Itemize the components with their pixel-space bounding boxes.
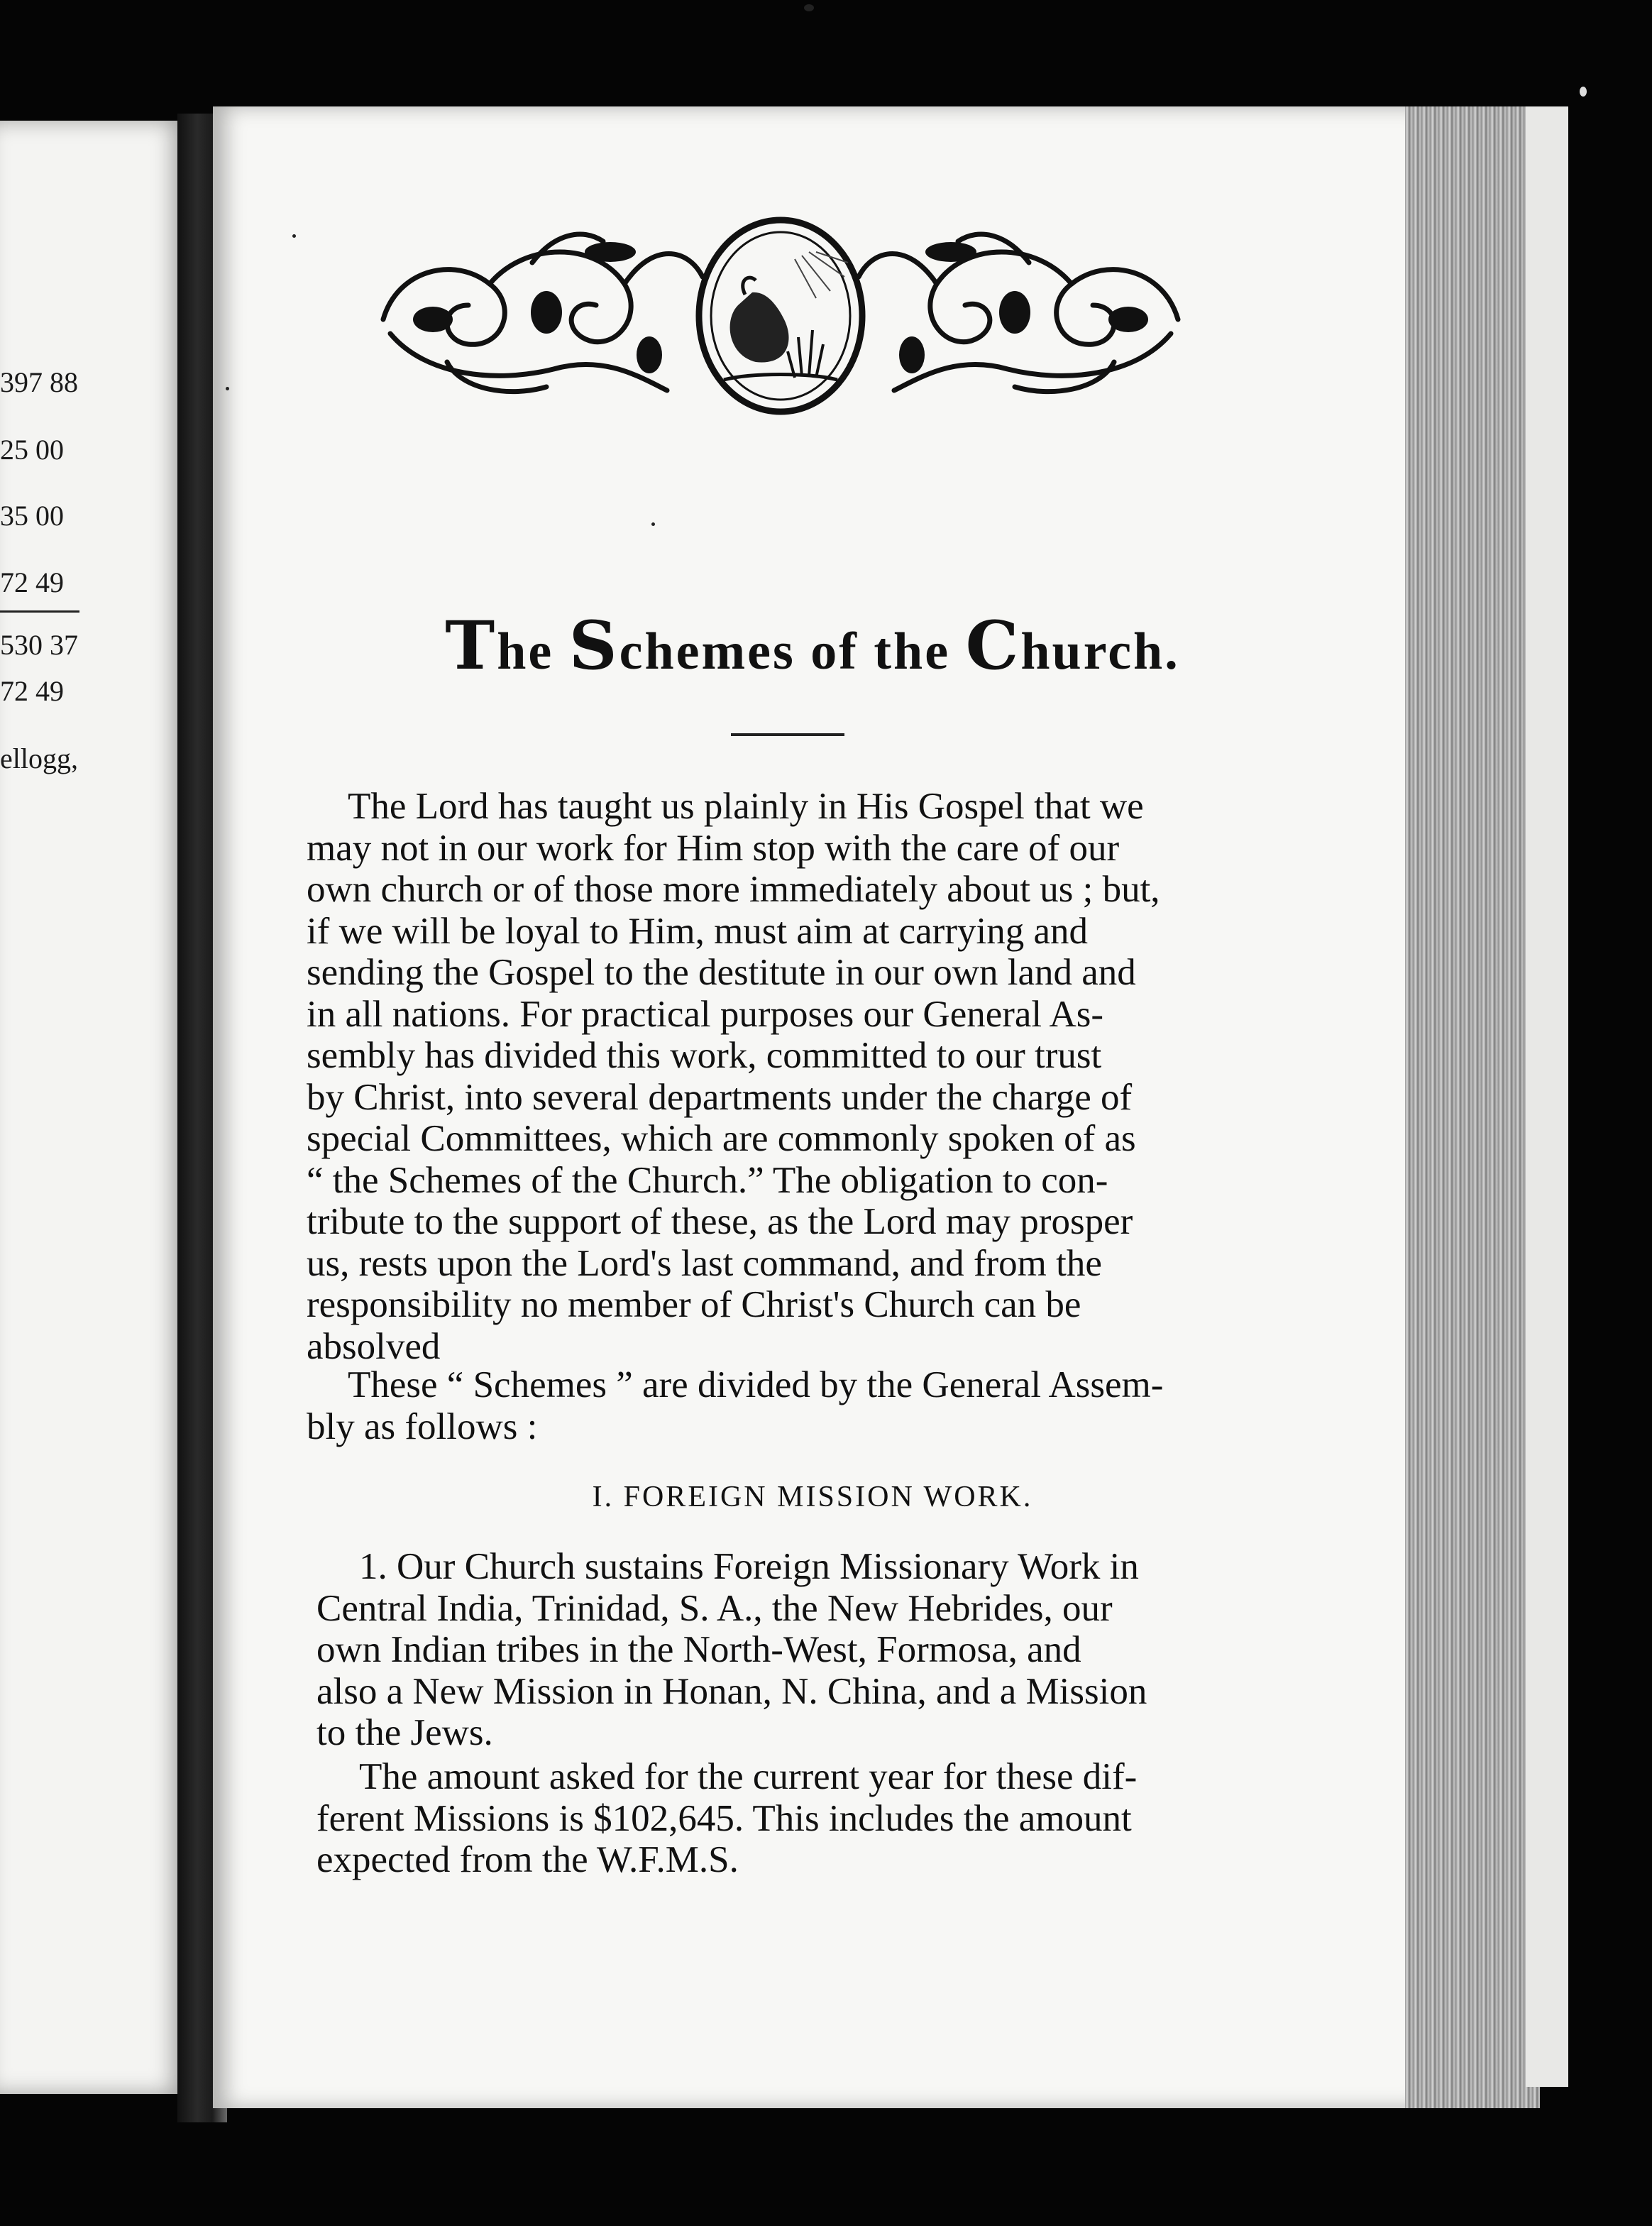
title-word: chemes xyxy=(619,623,795,681)
title-initial: T xyxy=(445,607,497,685)
text-line: The Lord has taught us plainly in His Gospel that we xyxy=(348,786,1144,827)
chapter-title xyxy=(213,607,1412,685)
text-line: in all nations. For practical purposes our General As- xyxy=(307,993,1104,1035)
text-line: “ the Schemes of the Church.” The obligation to con- xyxy=(307,1159,1108,1201)
text-line: expected from the W.F.M.S. xyxy=(316,1839,739,1880)
intro-paragraph xyxy=(307,786,1272,1367)
previous-page-fragment xyxy=(0,121,186,2094)
text-line: bly as follows : xyxy=(307,1405,538,1447)
page-edge-margin xyxy=(1526,106,1568,2087)
text-line: sending the Gospel to the destitute in our own land and xyxy=(307,952,1136,993)
text-line: tribute to the support of these, as the Lord may prosper xyxy=(307,1201,1133,1242)
scan-speck xyxy=(651,522,655,526)
ledger-row: 530 37 xyxy=(0,629,78,661)
text-line: ferent Missions is $102,645. This includes the amount xyxy=(316,1797,1132,1839)
scan-speck xyxy=(1580,87,1587,97)
text-line: us, rests upon the Lord's last command, and from the xyxy=(307,1242,1102,1284)
text-line: also a New Mission in Honan, N. China, and a Mission xyxy=(316,1670,1147,1712)
text-line: The amount asked for the current year for these dif- xyxy=(359,1756,1138,1797)
ledger-row: 397 88 xyxy=(0,366,78,398)
schemes-intro-paragraph xyxy=(307,1364,1272,1447)
title-word: he xyxy=(497,623,554,681)
text-line: own Indian tribes in the North-West, Formosa, and xyxy=(316,1629,1081,1670)
ledger-row: 35 00 xyxy=(0,500,64,532)
ledger-row: 25 00 xyxy=(0,434,64,466)
section-heading: I. FOREIGN MISSION WORK. xyxy=(592,1481,1033,1513)
text-line: may not in our work for Him stop with the care of our xyxy=(307,827,1120,869)
text-line: Central India, Trinidad, S. A., the New Hebrides, our xyxy=(316,1587,1113,1629)
text-line: by Christ, into several departments under the charge of xyxy=(307,1076,1133,1118)
ledger-row: ellogg, xyxy=(0,742,78,774)
page-edges xyxy=(1405,106,1540,2108)
text-line: if we will be loyal to Him, must aim at carrying and xyxy=(307,910,1088,952)
title-divider xyxy=(731,733,844,736)
text-line: 1. Our Church sustains Foreign Missionary Work in xyxy=(359,1546,1139,1587)
title-word: of xyxy=(810,623,859,681)
scan-speck xyxy=(226,387,229,390)
foreign-missions-paragraph xyxy=(316,1546,1282,1754)
text-line: These “ Schemes ” are divided by the General Assem- xyxy=(348,1364,1164,1405)
text-line: to the Jews. xyxy=(316,1712,493,1753)
text-line: special Committees, which are commonly spoken of as xyxy=(307,1118,1136,1159)
ledger-rule xyxy=(0,610,79,613)
text-line: absolved xyxy=(307,1325,441,1367)
text-line: sembly has divided this work, committed to our trust xyxy=(307,1035,1102,1076)
amount-paragraph xyxy=(316,1756,1282,1881)
scan-speck xyxy=(292,234,296,238)
title-word: hurch. xyxy=(1020,623,1180,681)
scan-speck xyxy=(804,4,814,11)
title-initial: S xyxy=(568,607,620,685)
title-initial: C xyxy=(965,607,1021,685)
title-word: the xyxy=(874,623,951,681)
text-line: own church or of those more immediately about us ; but, xyxy=(307,869,1160,910)
ledger-row: 72 49 xyxy=(0,675,64,707)
text-line: responsibility no member of Christ's Church can be xyxy=(307,1284,1081,1325)
ledger-row: 72 49 xyxy=(0,566,64,598)
ornamental-headpiece xyxy=(369,213,1192,419)
